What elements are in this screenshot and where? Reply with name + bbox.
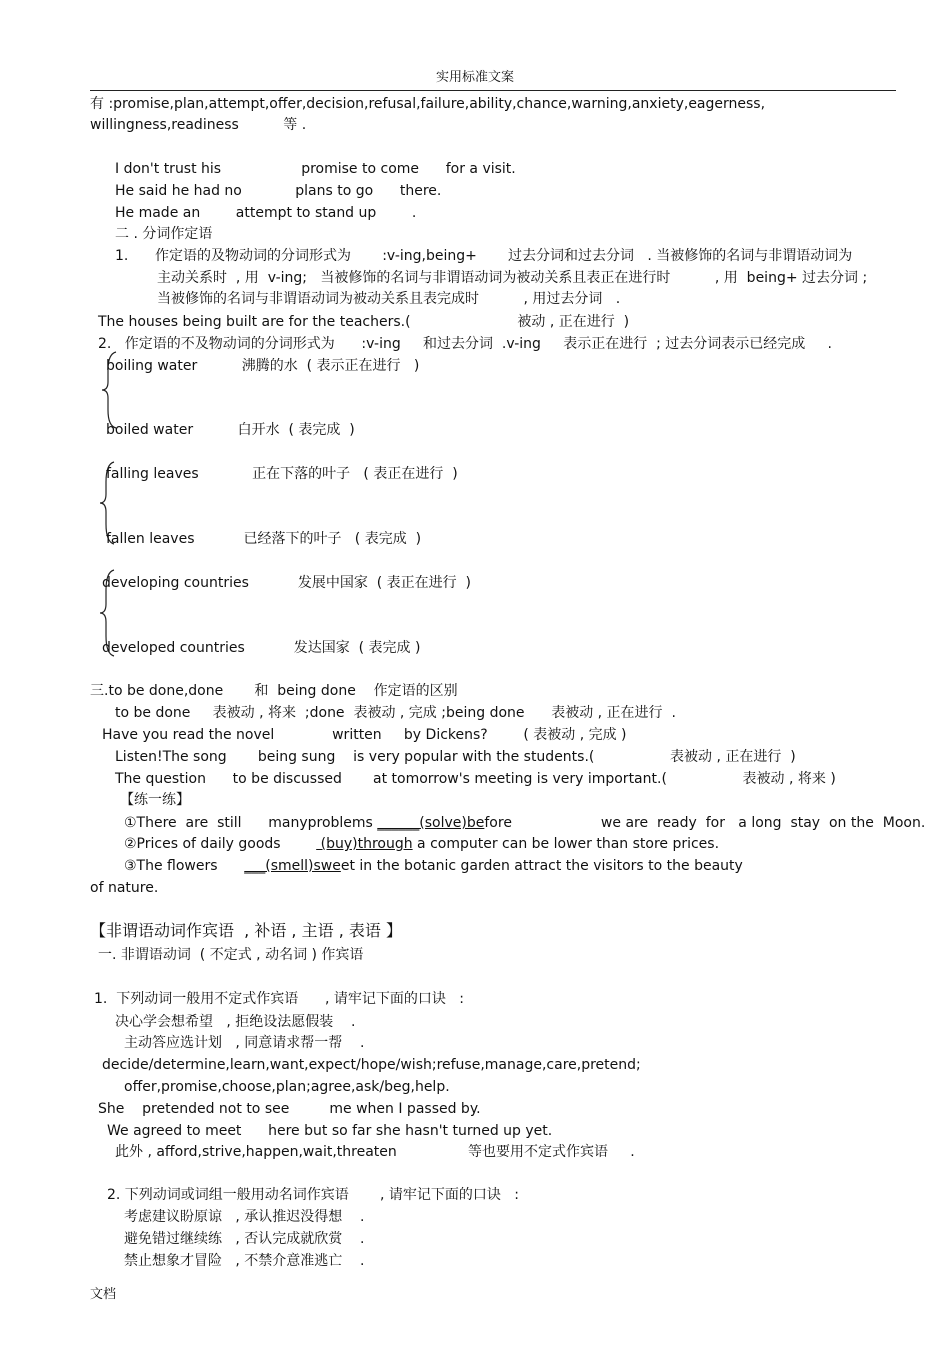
text-line: willingness,readiness 等 . bbox=[90, 117, 307, 133]
exercise-item bbox=[124, 814, 925, 832]
section-heading: 二 . 分词作定语 bbox=[115, 226, 213, 242]
header-rule bbox=[90, 90, 896, 91]
exercise-text: ①There are still manyproblems bbox=[124, 815, 378, 831]
example-sentence: He made an attempt to stand up . bbox=[115, 205, 417, 221]
text-line: 有 :promise,plan,attempt,offer,decision,refusal,failure,ability,chance,warning,anxiety,eagerness, bbox=[90, 96, 766, 112]
rule-text: 当被修饰的名词与非谓语动词为被动关系且表完成时 , 用过去分词 . bbox=[157, 291, 621, 307]
example-sentence: We agreed to meet here but so far she hasn't turned up yet. bbox=[107, 1123, 553, 1139]
example-sentence: Have you read the novel written by Dickens? ( 表被动 , 完成 ) bbox=[102, 727, 627, 743]
phrase-pair-item: developed countries 发达国家 ( 表完成 ) bbox=[102, 640, 421, 656]
mnemonic-line: 避免错过继续练 , 否认完成就欣赏 . bbox=[124, 1231, 365, 1247]
exercise-text: a computer can be lower than store prices. bbox=[412, 836, 720, 852]
exercise-blank: (buy)through bbox=[316, 836, 413, 852]
exercise-text: ③The flowers bbox=[124, 858, 245, 874]
example-sentence: She pretended not to see me when I passed by. bbox=[98, 1101, 481, 1117]
phrase-pair-item: falling leaves 正在下落的叶子 ( 表正在进行 ) bbox=[106, 466, 458, 482]
rule-text: 2. 下列动词或词组一般用动名词作宾语 , 请牢记下面的口诀 : bbox=[107, 1187, 519, 1203]
verb-list: decide/determine,learn,want,expect/hope/wish;refuse,manage,care,pretend; bbox=[102, 1057, 641, 1073]
mnemonic-line: 决心学会想希望 , 拒绝设法愿假装 . bbox=[115, 1014, 356, 1030]
text-line: of nature. bbox=[90, 880, 159, 896]
example-sentence: He said he had no plans to go there. bbox=[115, 183, 442, 199]
section-heading: 三.to be done,done 和 being done 作定语的区别 bbox=[90, 683, 458, 699]
rule-text: 1. 作定语的及物动词的分词形式为 :v-ing,being+ 过去分词和过去分词 . 当被修饰的名词与非谓语动词为 bbox=[115, 248, 853, 264]
page-header: 实用标准文案 bbox=[435, 70, 514, 85]
example-sentence: Listen!The song being sung is very popular with the students.( 表被动 , 正在进行 ) bbox=[115, 749, 796, 765]
exercise-item bbox=[124, 857, 743, 875]
section-heading: 一. 非谓语动词 ( 不定式 , 动名词 ) 作宾语 bbox=[98, 947, 364, 963]
phrase-pair-item: fallen leaves 已经落下的叶子 ( 表完成 ) bbox=[106, 531, 422, 547]
rule-text: 2. 作定语的不及物动词的分词形式为 :v-ing 和过去分词 .v-ing 表示正在进行 ; 过去分词表示已经完成 . bbox=[98, 336, 832, 352]
rule-text: to be done 表被动 , 将来 ;done 表被动 , 完成 ;being done 表被动 , 正在进行 . bbox=[115, 705, 676, 721]
mnemonic-line: 考虑建议盼原谅 , 承认推迟没得想 . bbox=[124, 1209, 365, 1225]
phrase-pair-item: developing countries 发展中国家 ( 表正在进行 ) bbox=[102, 575, 472, 591]
phrase-pair-item: boiled water 白开水 ( 表完成 ) bbox=[106, 422, 355, 438]
verb-list: offer,promise,choose,plan;agree,ask/beg,help. bbox=[124, 1079, 450, 1095]
rule-text: 主动关系时 , 用 v-ing; 当被修饰的名词与非谓语动词为被动关系且表正在进行时 , 用 being+ 过去分词 ; bbox=[157, 270, 868, 286]
example-sentence: The question to be discussed at tomorrow's meeting is very important.( 表被动 , 将来 ) bbox=[115, 771, 836, 787]
mnemonic-line: 主动答应选计划 , 同意请求帮一帮 . bbox=[124, 1035, 365, 1051]
phrase-pair-item: boiling water 沸腾的水 ( 表示正在进行 ) bbox=[106, 358, 420, 374]
exercise-text: fore we are ready for a long stay on the Moon. bbox=[484, 815, 926, 831]
exercise-item bbox=[124, 835, 719, 853]
practice-heading: 【练一练】 bbox=[120, 792, 190, 808]
rule-text: 1. 下列动词一般用不定式作宾语 , 请牢记下面的口诀 : bbox=[94, 991, 464, 1007]
chapter-heading: 【非谓语动词作宾语 , 补语 , 主语 , 表语 】 bbox=[90, 921, 402, 940]
exercise-blank: ___(smell)swe bbox=[244, 858, 341, 874]
rule-text: 此外 , afford,strive,happen,wait,threaten 等也要用不定式作宾语 . bbox=[115, 1144, 635, 1160]
example-sentence: I don't trust his promise to come for a visit. bbox=[115, 161, 516, 177]
page-footer: 文档 bbox=[90, 1287, 117, 1302]
exercise-blank: ______(solve)be bbox=[377, 815, 485, 831]
exercise-text: ②Prices of daily goods bbox=[124, 836, 317, 852]
example-sentence: The houses being built are for the teachers.( 被动 , 正在进行 ) bbox=[98, 314, 630, 330]
mnemonic-line: 禁止想象才冒险 , 不禁介意准逃亡 . bbox=[124, 1253, 365, 1269]
exercise-text: et in the botanic garden attract the visitors to the beauty bbox=[340, 858, 743, 874]
